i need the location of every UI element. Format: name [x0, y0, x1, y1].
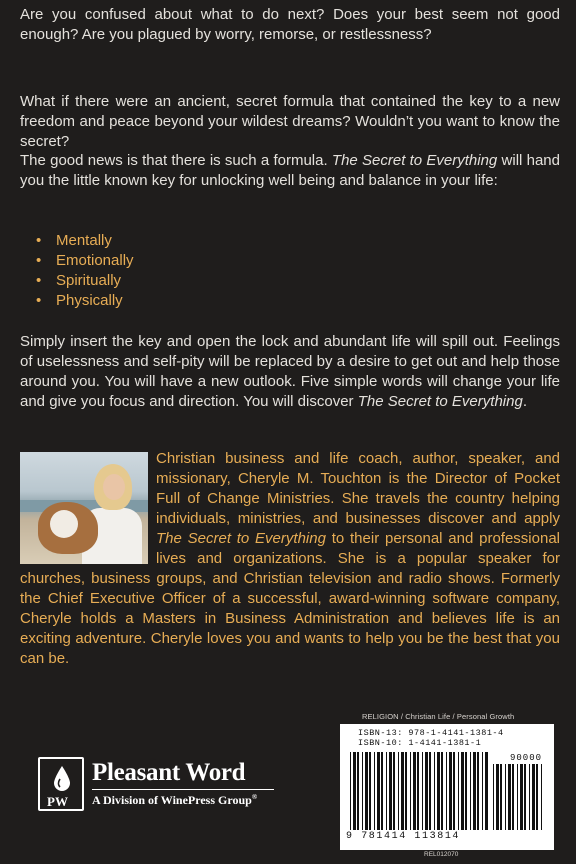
- category-label: RELIGION / Christian Life / Personal Growth: [362, 712, 515, 721]
- author-photo: [20, 452, 148, 564]
- book-title-ref: The Secret to Everything: [331, 152, 498, 169]
- bio-text-b: to their personal and professional lives and organizations. She is a popular speaker for churches, business groups, and Christian television and radio shows. Formerly the Chief Executive Officer of a successful, award-winning software company, Cheryle holds a Masters in Business Administration and believes life is an exciting adventure. Cheryle loves you and wants to help you be the best that you can be.: [20, 530, 560, 667]
- intro-paragraph-1: [20, 5, 560, 45]
- publisher-subtitle-text: A Division of WinePress Group: [92, 793, 252, 807]
- intro-paragraph-3: [20, 151, 560, 191]
- list-item: • Emotionally: [36, 251, 134, 271]
- ean-digits: 9 781414 113814: [346, 831, 461, 842]
- price-code: 90000: [510, 753, 543, 763]
- isbn-13: ISBN-13: 978-1-4141-1381-4: [358, 728, 504, 738]
- list-item: • Spiritually: [36, 271, 134, 291]
- body-text-b: .: [522, 393, 527, 410]
- author-bio: [20, 449, 560, 669]
- intro-text-3a: The good news is that there is such a formula.: [20, 152, 332, 169]
- publisher-logo: [38, 757, 278, 815]
- list-item: • Physically: [36, 291, 134, 311]
- intro-text-3b: will hand you the little known key for unlocking well being and balance in your life:: [20, 152, 560, 189]
- publisher-name: Pleasant Word: [92, 759, 246, 786]
- benefit-list: [36, 231, 134, 311]
- intro-text-1: Are you confused about what to do next? Does your best seem not good enough? Are you plagued by worry, remorse, or restlessness?: [20, 6, 560, 43]
- product-code: REL012070: [424, 851, 459, 858]
- trademark-mark: ®: [251, 793, 258, 801]
- body-text-a: Simply insert the key and open the lock and abundant life will spill out. Feelings of uselessness and self-pity will be replaced by a desire to get out and help those around you. You will have a new outlook. Five simple words will change your life and give you focus and direction. You will discover: [20, 333, 560, 410]
- intro-text-2: What if there were an ancient, secret formula that contained the key to a new freedom and peace beyond your wildest dreams? Wouldn’t you want to know the secret?: [20, 93, 560, 150]
- intro-paragraph-2: [20, 92, 560, 152]
- list-item: • Mentally: [36, 231, 134, 251]
- barcode: [340, 724, 554, 850]
- publisher-subtitle: [92, 793, 257, 808]
- bio-text-a: Christian business and life coach, author, speaker, and missionary, Cheryle M. Touchton is the Director of Pocket Full of Change Ministries. She travels the country helping individuals, ministries, and businesses discover and apply: [156, 450, 560, 527]
- book-title-ref: The Secret to Everything: [156, 530, 326, 547]
- isbn-10: ISBN-10: 1-4141-1381-1: [358, 738, 482, 748]
- water-drop-icon: [52, 765, 72, 793]
- price-barcode-bars: [493, 764, 543, 830]
- publisher-initials: PW: [47, 794, 68, 809]
- ean-barcode-bars: [350, 752, 490, 830]
- publisher-badge: [38, 757, 84, 811]
- book-title-ref: The Secret to Everything: [357, 393, 523, 410]
- divider: [92, 789, 274, 790]
- body-paragraph: [20, 332, 560, 412]
